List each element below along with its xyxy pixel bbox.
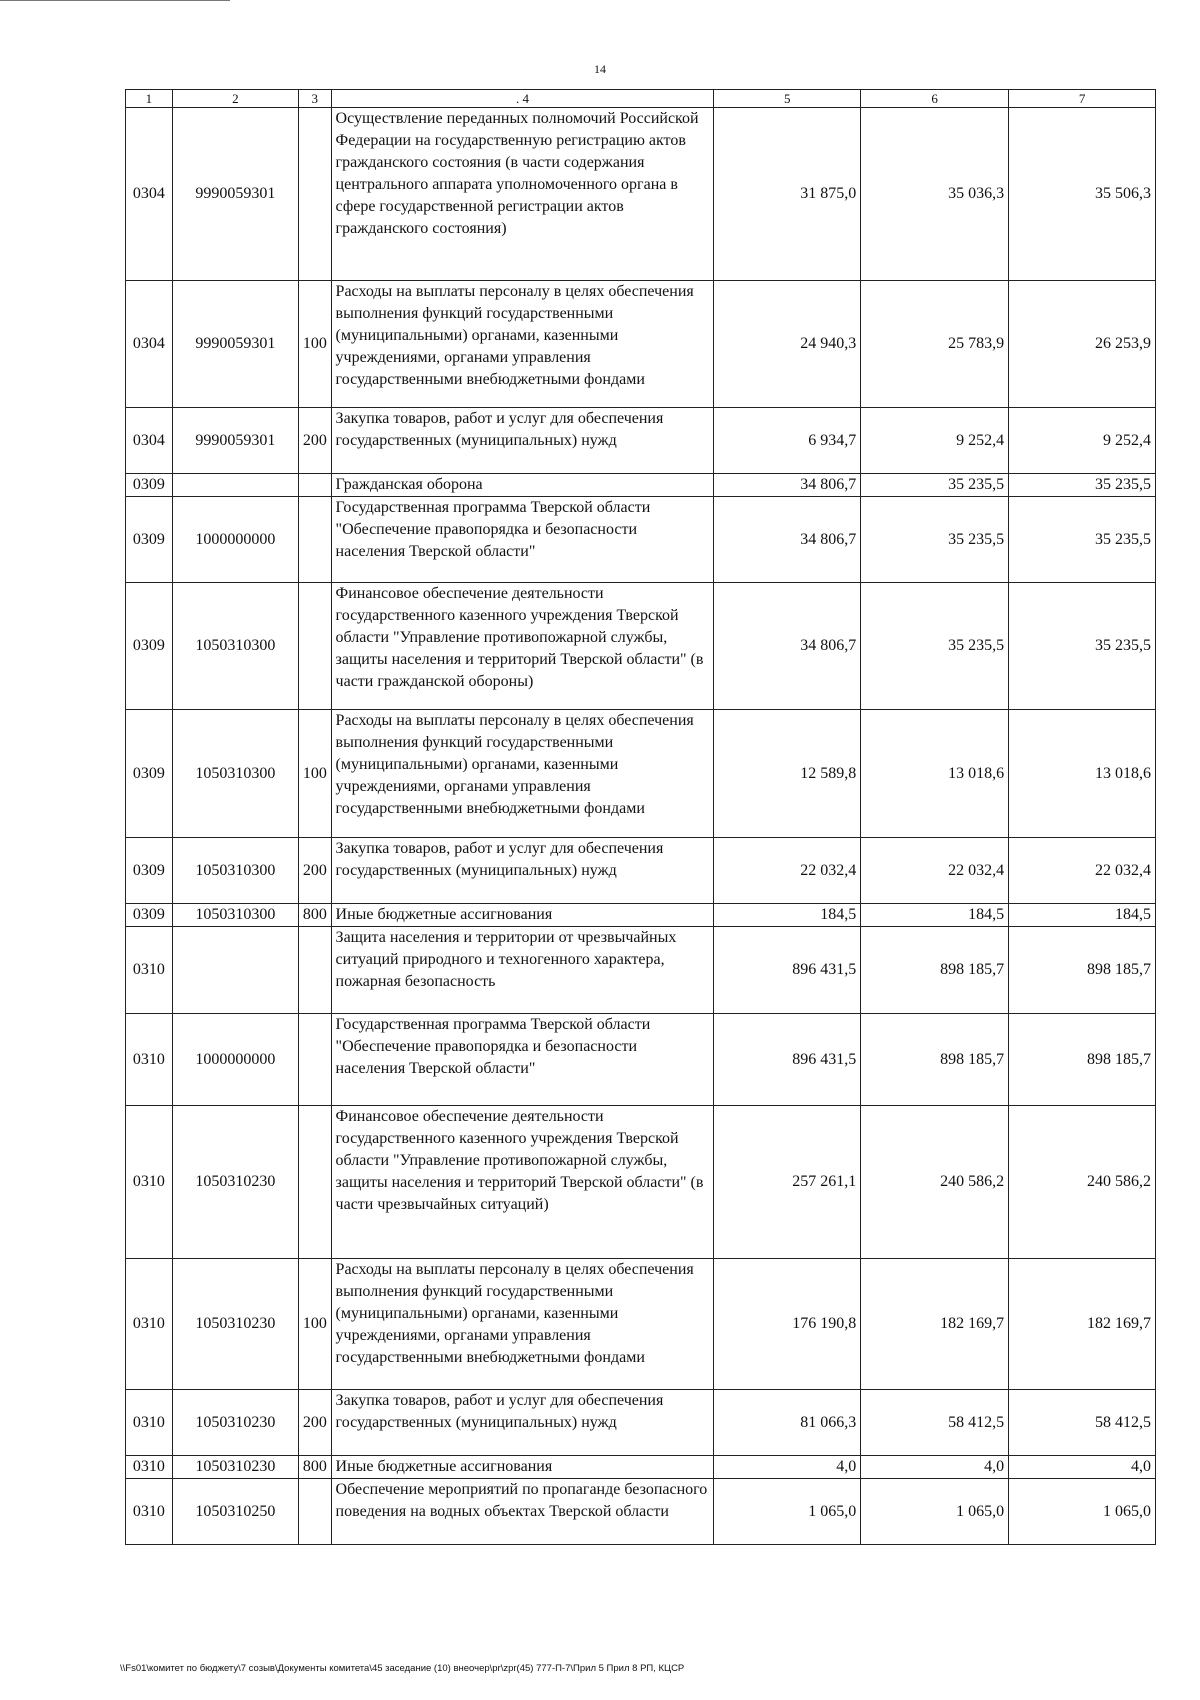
item-name-cell: Осуществление переданных полномочий Российской Федерации на государственную регистрацию актов гражданского состояния (в части содержания центрального аппарата уполномоченного органа в сфере государственной регистрации актов гражданского состояния) bbox=[331, 108, 714, 281]
target-article-code-cell bbox=[172, 927, 298, 1014]
section-code-cell: 0309 bbox=[126, 497, 173, 583]
section-code-cell: 0310 bbox=[126, 1479, 173, 1545]
amount-col7-cell: 35 235,5 bbox=[1009, 497, 1156, 583]
amount-col6-cell: 35 036,3 bbox=[861, 108, 1009, 281]
column-header: 7 bbox=[1009, 90, 1156, 108]
item-name-cell: Закупка товаров, работ и услуг для обеспечения государственных (муниципальных) нужд bbox=[331, 408, 714, 474]
expense-type-code-cell bbox=[298, 583, 331, 710]
section-code-cell: 0304 bbox=[126, 108, 173, 281]
amount-col7-cell: 898 185,7 bbox=[1009, 927, 1156, 1014]
amount-col5-cell: 896 431,5 bbox=[714, 927, 861, 1014]
amount-col7-cell: 35 235,5 bbox=[1009, 583, 1156, 710]
section-code-cell: 0304 bbox=[126, 281, 173, 408]
amount-col5-cell: 31 875,0 bbox=[714, 108, 861, 281]
table-row bbox=[126, 710, 1156, 838]
amount-col5-cell: 24 940,3 bbox=[714, 281, 861, 408]
amount-col7-cell: 1 065,0 bbox=[1009, 1479, 1156, 1545]
table-row bbox=[126, 497, 1156, 583]
amount-col6-cell: 898 185,7 bbox=[861, 1014, 1009, 1106]
column-number-row bbox=[126, 90, 1156, 108]
amount-col5-cell: 81 066,3 bbox=[714, 1390, 861, 1456]
expense-type-code-cell: 100 bbox=[298, 710, 331, 838]
column-header: . 4 bbox=[331, 90, 714, 108]
table-row bbox=[126, 474, 1156, 497]
item-name-cell: Расходы на выплаты персоналу в целях обеспечения выполнения функций государственными (муниципальными) органами, казенными учреждениями, органами управления государственными внебюджетными фондами bbox=[331, 1259, 714, 1390]
column-header: 2 bbox=[172, 90, 298, 108]
item-name-cell: Иные бюджетные ассигнования bbox=[331, 904, 714, 927]
amount-col7-cell: 35 235,5 bbox=[1009, 474, 1156, 497]
expense-type-code-cell bbox=[298, 1106, 331, 1259]
expense-type-code-cell: 200 bbox=[298, 838, 331, 904]
table-row bbox=[126, 1479, 1156, 1545]
amount-col5-cell: 12 589,8 bbox=[714, 710, 861, 838]
section-code-cell: 0310 bbox=[126, 927, 173, 1014]
expense-type-code-cell bbox=[298, 1014, 331, 1106]
section-code-cell: 0310 bbox=[126, 1390, 173, 1456]
amount-col7-cell: 58 412,5 bbox=[1009, 1390, 1156, 1456]
item-name-cell: Защита населения и территории от чрезвычайных ситуаций природного и техногенного характера, пожарная безопасность bbox=[331, 927, 714, 1014]
amount-col5-cell: 4,0 bbox=[714, 1456, 861, 1479]
table-row bbox=[126, 838, 1156, 904]
amount-col6-cell: 1 065,0 bbox=[861, 1479, 1009, 1545]
table-row bbox=[126, 281, 1156, 408]
section-code-cell: 0310 bbox=[126, 1259, 173, 1390]
amount-col5-cell: 184,5 bbox=[714, 904, 861, 927]
amount-col5-cell: 176 190,8 bbox=[714, 1259, 861, 1390]
column-header: 5 bbox=[714, 90, 861, 108]
amount-col6-cell: 9 252,4 bbox=[861, 408, 1009, 474]
amount-col6-cell: 13 018,6 bbox=[861, 710, 1009, 838]
target-article-code-cell: 1000000000 bbox=[172, 1014, 298, 1106]
amount-col7-cell: 184,5 bbox=[1009, 904, 1156, 927]
table-body bbox=[126, 108, 1156, 1545]
expense-type-code-cell bbox=[298, 474, 331, 497]
item-name-cell: Гражданская оборона bbox=[331, 474, 714, 497]
table-row bbox=[126, 1106, 1156, 1259]
target-article-code-cell: 1050310250 bbox=[172, 1479, 298, 1545]
item-name-cell: Обеспечение мероприятий по пропаганде безопасного поведения на водных объектах Тверской области bbox=[331, 1479, 714, 1545]
target-article-code-cell: 9990059301 bbox=[172, 108, 298, 281]
amount-col5-cell: 34 806,7 bbox=[714, 583, 861, 710]
expense-type-code-cell: 200 bbox=[298, 1390, 331, 1456]
section-code-cell: 0309 bbox=[126, 583, 173, 710]
footer-file-path: \\Fs01\комитет по бюджету\7 созыв\Документы комитета\45 заседание (10) внеочер\pr\zpr(45) 777-П-7\Прил 5 Прил 8 РП, КЦСР bbox=[120, 1663, 685, 1674]
amount-col7-cell: 22 032,4 bbox=[1009, 838, 1156, 904]
table-row bbox=[126, 904, 1156, 927]
expense-type-code-cell bbox=[298, 497, 331, 583]
table-row bbox=[126, 408, 1156, 474]
column-header: 1 bbox=[126, 90, 173, 108]
section-code-cell: 0310 bbox=[126, 1106, 173, 1259]
item-name-cell: Расходы на выплаты персоналу в целях обеспечения выполнения функций государственными (муниципальными) органами, казенными учреждениями, органами управления государственными внебюджетными фондами bbox=[331, 281, 714, 408]
target-article-code-cell: 1000000000 bbox=[172, 497, 298, 583]
table-row bbox=[126, 927, 1156, 1014]
table-row bbox=[126, 1390, 1156, 1456]
table-row bbox=[126, 108, 1156, 281]
amount-col6-cell: 22 032,4 bbox=[861, 838, 1009, 904]
amount-col7-cell: 4,0 bbox=[1009, 1456, 1156, 1479]
amount-col7-cell: 26 253,9 bbox=[1009, 281, 1156, 408]
item-name-cell: Иные бюджетные ассигнования bbox=[331, 1456, 714, 1479]
target-article-code-cell: 1050310300 bbox=[172, 904, 298, 927]
target-article-code-cell: 9990059301 bbox=[172, 408, 298, 474]
table-row bbox=[126, 1259, 1156, 1390]
section-code-cell: 0309 bbox=[126, 474, 173, 497]
expense-type-code-cell: 100 bbox=[298, 1259, 331, 1390]
item-name-cell: Государственная программа Тверской области "Обеспечение правопорядка и безопасности населения Тверской области" bbox=[331, 497, 714, 583]
item-name-cell: Финансовое обеспечение деятельности государственного казенного учреждения Тверской области "Управление противопожарной службы, защиты населения и территорий Тверской области" (в части гражданской обороны) bbox=[331, 583, 714, 710]
column-header: 6 bbox=[861, 90, 1009, 108]
budget-table bbox=[125, 89, 1156, 1545]
amount-col7-cell: 240 586,2 bbox=[1009, 1106, 1156, 1259]
section-code-cell: 0304 bbox=[126, 408, 173, 474]
target-article-code-cell bbox=[172, 474, 298, 497]
amount-col5-cell: 6 934,7 bbox=[714, 408, 861, 474]
table-row bbox=[126, 1014, 1156, 1106]
target-article-code-cell: 1050310300 bbox=[172, 838, 298, 904]
expense-type-code-cell: 100 bbox=[298, 281, 331, 408]
section-code-cell: 0309 bbox=[126, 904, 173, 927]
amount-col5-cell: 34 806,7 bbox=[714, 474, 861, 497]
column-header: 3 bbox=[298, 90, 331, 108]
amount-col6-cell: 240 586,2 bbox=[861, 1106, 1009, 1259]
target-article-code-cell: 1050310230 bbox=[172, 1259, 298, 1390]
amount-col5-cell: 257 261,1 bbox=[714, 1106, 861, 1259]
amount-col6-cell: 4,0 bbox=[861, 1456, 1009, 1479]
amount-col6-cell: 35 235,5 bbox=[861, 497, 1009, 583]
amount-col6-cell: 58 412,5 bbox=[861, 1390, 1009, 1456]
item-name-cell: Закупка товаров, работ и услуг для обеспечения государственных (муниципальных) нужд bbox=[331, 838, 714, 904]
table-row bbox=[126, 583, 1156, 710]
expense-type-code-cell: 800 bbox=[298, 1456, 331, 1479]
amount-col5-cell: 1 065,0 bbox=[714, 1479, 861, 1545]
amount-col6-cell: 35 235,5 bbox=[861, 583, 1009, 710]
amount-col5-cell: 896 431,5 bbox=[714, 1014, 861, 1106]
item-name-cell: Расходы на выплаты персоналу в целях обеспечения выполнения функций государственными (муниципальными) органами, казенными учреждениями, органами управления государственными внебюджетными фондами bbox=[331, 710, 714, 838]
target-article-code-cell: 1050310230 bbox=[172, 1456, 298, 1479]
section-code-cell: 0310 bbox=[126, 1456, 173, 1479]
amount-col5-cell: 22 032,4 bbox=[714, 838, 861, 904]
target-article-code-cell: 1050310230 bbox=[172, 1106, 298, 1259]
amount-col5-cell: 34 806,7 bbox=[714, 497, 861, 583]
expense-type-code-cell bbox=[298, 927, 331, 1014]
amount-col6-cell: 182 169,7 bbox=[861, 1259, 1009, 1390]
amount-col7-cell: 9 252,4 bbox=[1009, 408, 1156, 474]
scan-edge-line bbox=[0, 0, 230, 1]
expense-type-code-cell: 800 bbox=[298, 904, 331, 927]
target-article-code-cell: 1050310230 bbox=[172, 1390, 298, 1456]
amount-col7-cell: 35 506,3 bbox=[1009, 108, 1156, 281]
amount-col7-cell: 13 018,6 bbox=[1009, 710, 1156, 838]
amount-col6-cell: 184,5 bbox=[861, 904, 1009, 927]
target-article-code-cell: 1050310300 bbox=[172, 710, 298, 838]
section-code-cell: 0309 bbox=[126, 838, 173, 904]
item-name-cell: Государственная программа Тверской области "Обеспечение правопорядка и безопасности населения Тверской области" bbox=[331, 1014, 714, 1106]
amount-col6-cell: 25 783,9 bbox=[861, 281, 1009, 408]
amount-col7-cell: 898 185,7 bbox=[1009, 1014, 1156, 1106]
item-name-cell: Закупка товаров, работ и услуг для обеспечения государственных (муниципальных) нужд bbox=[331, 1390, 714, 1456]
expense-type-code-cell: 200 bbox=[298, 408, 331, 474]
table-row bbox=[126, 1456, 1156, 1479]
expense-type-code-cell bbox=[298, 1479, 331, 1545]
page-number: 14 bbox=[594, 62, 606, 76]
amount-col7-cell: 182 169,7 bbox=[1009, 1259, 1156, 1390]
amount-col6-cell: 35 235,5 bbox=[861, 474, 1009, 497]
target-article-code-cell: 9990059301 bbox=[172, 281, 298, 408]
amount-col6-cell: 898 185,7 bbox=[861, 927, 1009, 1014]
section-code-cell: 0310 bbox=[126, 1014, 173, 1106]
item-name-cell: Финансовое обеспечение деятельности государственного казенного учреждения Тверской области "Управление противопожарной службы, защиты населения и территорий Тверской области" (в части чрезвычайных ситуаций) bbox=[331, 1106, 714, 1259]
section-code-cell: 0309 bbox=[126, 710, 173, 838]
target-article-code-cell: 1050310300 bbox=[172, 583, 298, 710]
expense-type-code-cell bbox=[298, 108, 331, 281]
